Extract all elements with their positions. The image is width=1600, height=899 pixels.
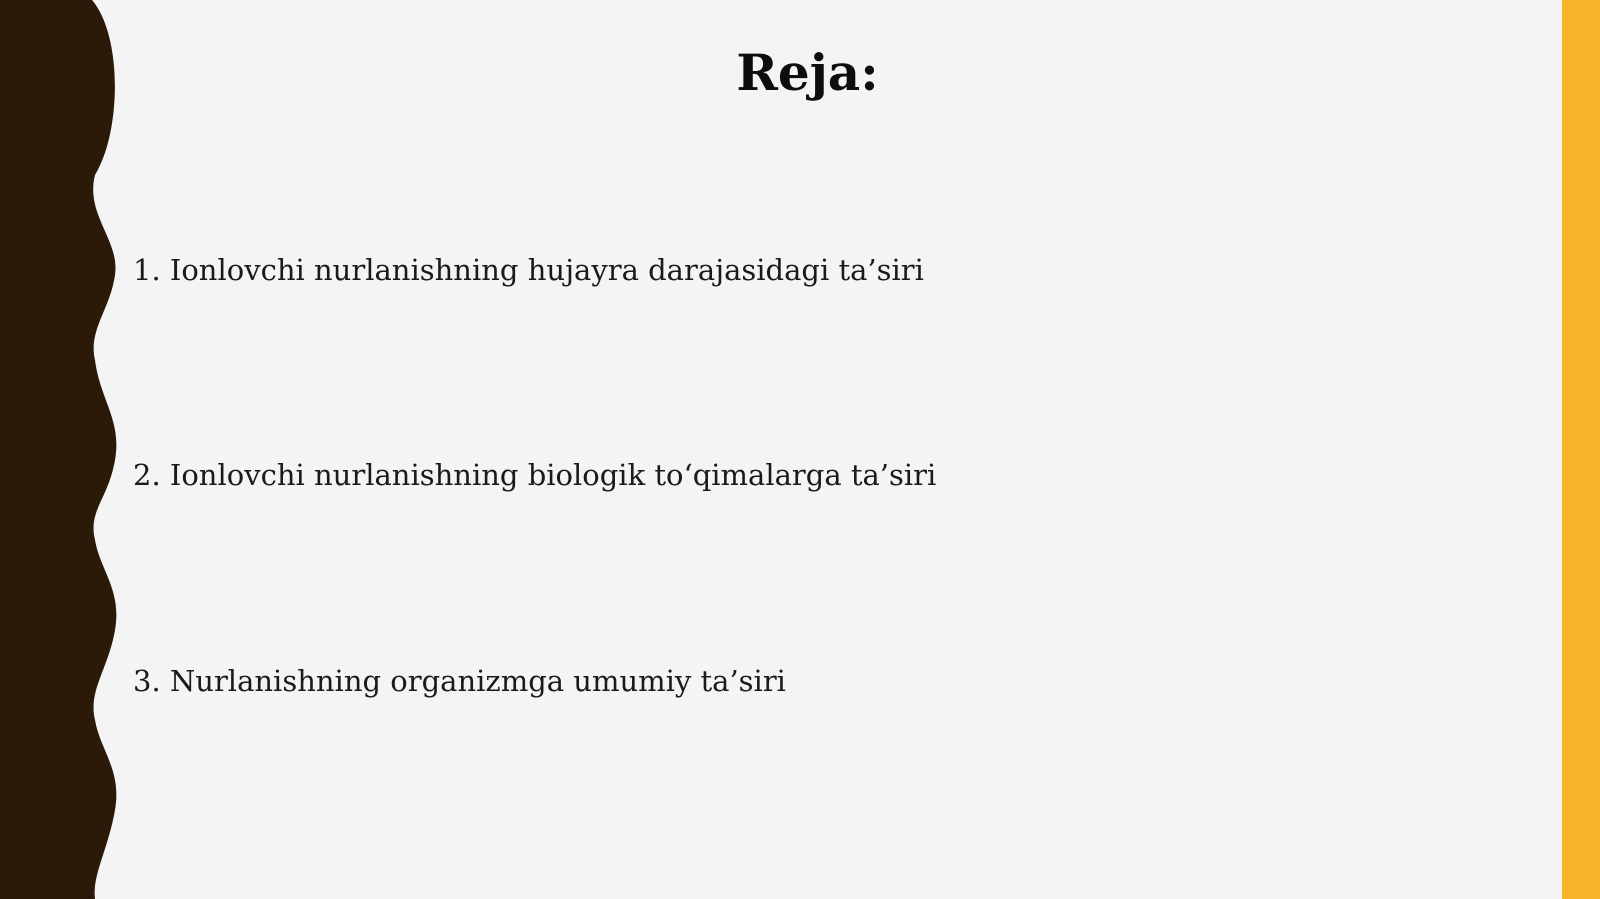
plan-item-2: 2. Ionlovchi nurlanishning biologik to‘qimalarga ta’siri: [133, 458, 937, 492]
plan-item-3: 3. Nurlanishning organizmga umumiy ta’siri: [133, 664, 786, 698]
plan-item-1: 1. Ionlovchi nurlanishning hujayra darajasidagi ta’siri: [133, 253, 924, 287]
right-accent-bar: [1562, 0, 1600, 899]
slide-title: Reja:: [736, 43, 879, 102]
left-wave-decoration: [0, 0, 130, 899]
